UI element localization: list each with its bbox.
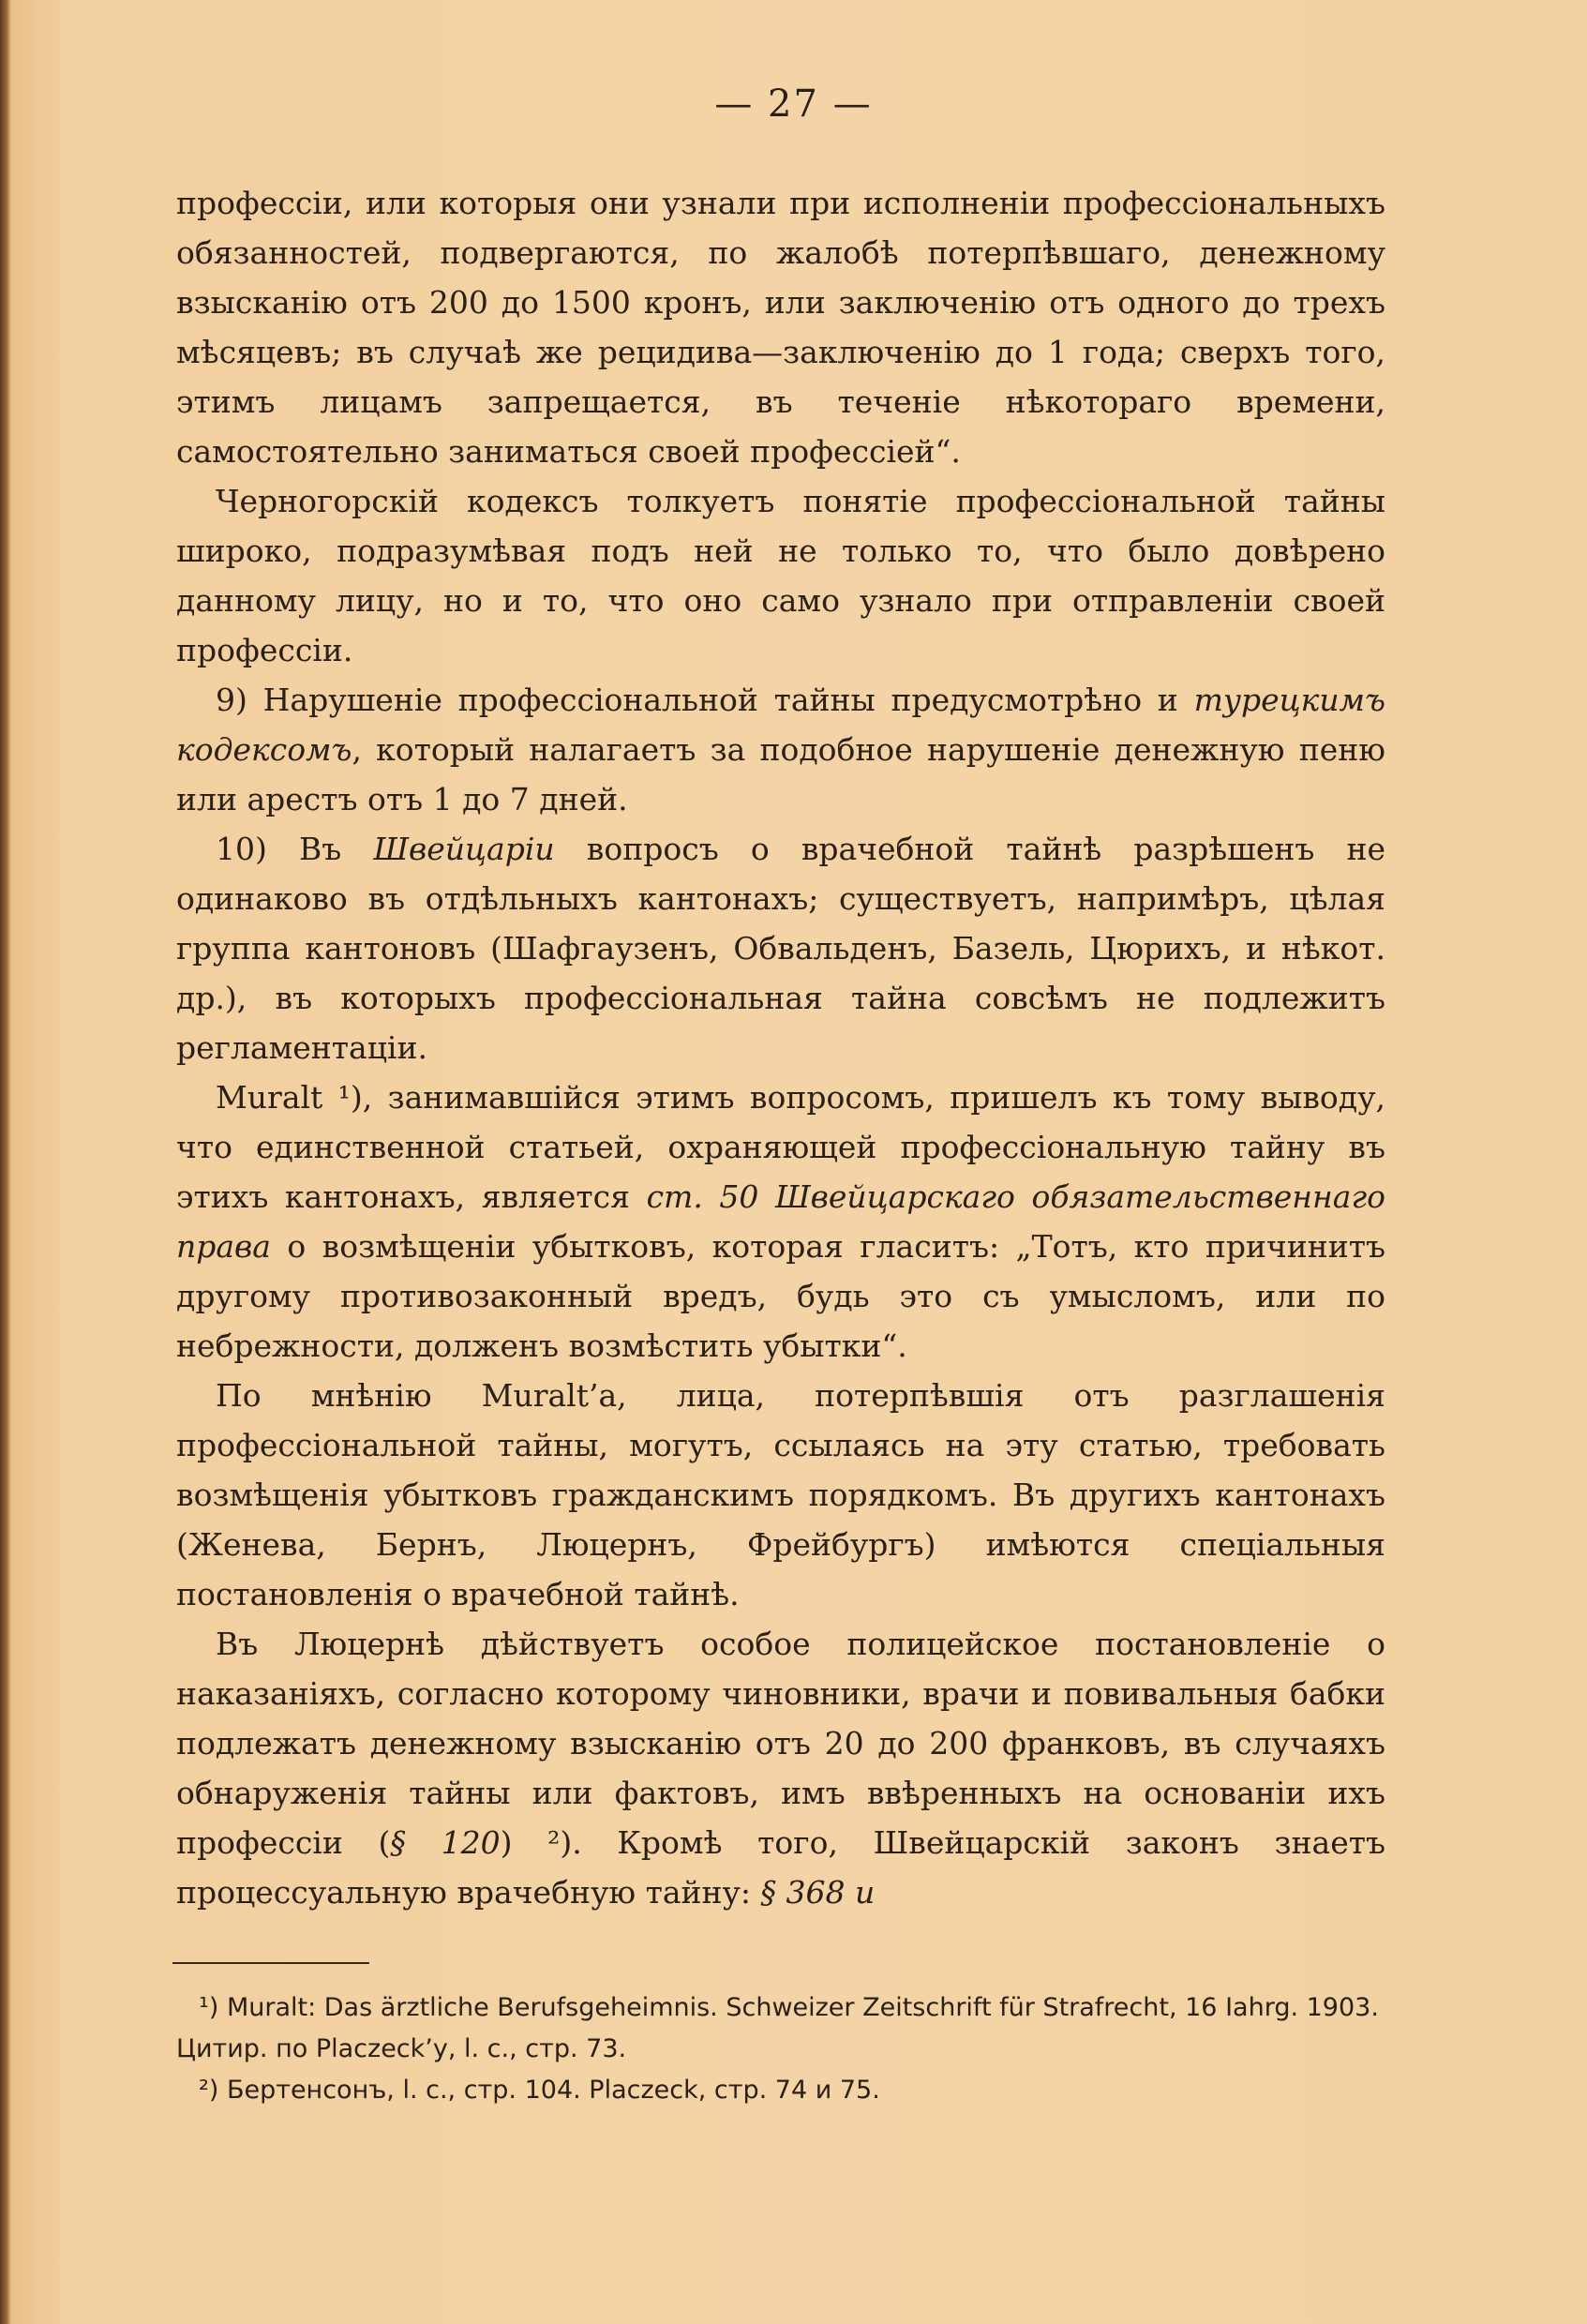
paragraph-6: По мнѣнію Muralt’а, лица, потерпѣвшія отъ разглашенія профессіональной тайны, могутъ, ссылаясь на эту статью, требовать возмѣщенія убытковъ гражданскимъ порядкомъ. Въ другихъ кантонахъ (Женева, Бернъ, Люцернъ, Фрейбургъ) имѣются спеціальныя постановленія о врачебной тайнѣ. bbox=[176, 1377, 1385, 1612]
paragraph-5-text-a: Muralt ¹), занимавшійся этимъ вопросомъ, пришелъ къ тому выводу, что единственной статьей, охраняющей профессіональную тайну въ этихъ кантонахъ, является bbox=[176, 1079, 1385, 1215]
page-number: — 27 — bbox=[714, 82, 873, 126]
paragraph-4-emphasis: Швейцаріи bbox=[373, 831, 555, 867]
paragraph-4 bbox=[176, 824, 1385, 1072]
footnote-1: ¹) Muralt: Das ärztliche Berufsgeheimnis. Schweizer Zeitschrift für Strafrecht, 16 Iahrg. 1903. Цитир. по Placzeck’у, l. c., стр. 73. bbox=[176, 1993, 1379, 2063]
book-spine-edge bbox=[0, 0, 11, 2324]
paragraph-7-text-b: ) ²). Кромѣ того, Швейцарскій законъ знаетъ процессуальную врачебную тайну: bbox=[176, 1824, 1385, 1911]
paragraph-1: профессіи, или которыя они узнали при исполненіи профессіональныхъ обязанностей, подвергаются, по жалобѣ потерпѣвшаго, денежному взысканію отъ 200 до 1500 кронъ, или заключенію отъ одного до трехъ мѣсяцевъ; въ случаѣ же рецидива—заключенію до 1 года; сверхъ того, этимъ лицамъ запрещается, въ теченіе нѣкотораго времени, самостоятельно заниматься своей профессіей“. bbox=[176, 185, 1385, 470]
footnotes bbox=[176, 1987, 1385, 2111]
main-text bbox=[176, 178, 1385, 1917]
footnote-2: ²) Бертенсонъ, l. c., стр. 104. Placzeck, стр. 74 и 75. bbox=[199, 2076, 880, 2105]
paragraph-3-text-b: , который налагаетъ за подобное нарушеніе денежную пеню или арестъ отъ 1 до 7 дней. bbox=[176, 731, 1385, 817]
paragraph-4-text-a: 10) Въ bbox=[216, 831, 374, 867]
paragraph-7-emphasis-b: § 368 и bbox=[760, 1874, 876, 1911]
paragraph-4-text-b: вопросъ о врачебной тайнѣ разрѣшенъ не одинаково въ отдѣльныхъ кантонахъ; существуетъ, напримѣръ, цѣлая группа кантоновъ (Шафгаузенъ, Обвальденъ, Базель, Цюрихъ, и нѣкот. др.), въ которыхъ профессіональная тайна совсѣмъ не подлежитъ регламентаціи. bbox=[176, 831, 1386, 1066]
paragraph-5-emphasis: ст. 50 Швейцарскаго обязательственнаго права bbox=[176, 1178, 1385, 1265]
paragraph-2: Черногорскій кодексъ толкуетъ понятіе профессіональной тайны широко, подразумѣвая подъ ней не только то, что было довѣрено данному лицу, но и то, что оно само узнало при отправленіи своей профессіи. bbox=[176, 483, 1385, 668]
paragraph-5-text-b: о возмѣщеніи убытковъ, которая гласитъ: „Тотъ, кто причинитъ другому противозаконный вредъ, будь это съ умысломъ, или по небрежности, долженъ возмѣстить убытки“. bbox=[176, 1228, 1385, 1364]
paragraph-3-emphasis: турецкимъ кодексомъ bbox=[176, 682, 1385, 768]
paragraph-3-text-a: 9) Нарушеніе профессіональной тайны предусмотрѣно и bbox=[216, 682, 1194, 718]
paragraph-7-text-a: Въ Люцернѣ дѣйствуетъ особое полицейское постановленіе о наказаніяхъ, согласно которому чиновники, врачи и повивальныя бабки подлежатъ денежному взысканію отъ 20 до 200 франковъ, въ случаяхъ обнаруженія тайны или фактовъ, имъ ввѣренныхъ на основаніи ихъ профессіи ( bbox=[176, 1626, 1385, 1861]
footnote-divider bbox=[172, 1962, 369, 1964]
paragraph-7-emphasis-a: § 120 bbox=[390, 1824, 501, 1861]
paragraph-5 bbox=[176, 1072, 1385, 1371]
paragraph-7 bbox=[176, 1619, 1385, 1917]
paragraph-3 bbox=[176, 675, 1385, 824]
